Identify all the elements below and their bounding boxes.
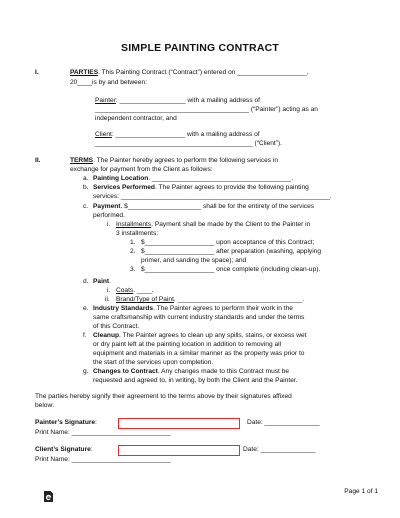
installment-2-mark: 2. [130, 248, 136, 255]
parties-line-2: 20____is by and between: [70, 79, 147, 86]
page-title: SIMPLE PAINTING CONTRACT [120, 42, 280, 54]
painter-label: Painter [95, 97, 116, 104]
client-print-name[interactable]: Print Name: ___________________________ [35, 456, 171, 463]
item-e-line-2: same craftsmanship with current industry standards and under the terms [93, 314, 305, 321]
installments-label: Installments [116, 221, 152, 228]
parties-text-1: . This Painting Contract (“Contract”) entered on ___________________, [98, 69, 309, 76]
brand-label: Brand/Type of Paint [116, 296, 174, 303]
item-d-i [116, 287, 153, 296]
item-c-i-mark: i. [107, 221, 111, 228]
item-g-text: . Any changes made to this Contract must be [157, 368, 290, 375]
item-g-label: Changes to Contract [93, 368, 158, 375]
item-d [93, 278, 111, 287]
client-label: Client [95, 131, 112, 138]
item-f-line-4: the start of the services upon completion. [93, 359, 214, 366]
parties-heading: PARTIES [70, 69, 99, 76]
installment-3-mark: 3. [130, 266, 136, 273]
coats-text: . ____. [133, 287, 154, 294]
page-number: Page 1 of 1 [344, 488, 378, 495]
item-c [93, 203, 314, 212]
parties-line-1 [70, 69, 309, 78]
item-a-text: . ______________________________________. [148, 175, 294, 182]
eforms-logo-icon [44, 491, 53, 502]
installment-1-mark: 1. [130, 239, 136, 246]
painter-print-name[interactable]: Print Name: ___________________________ [35, 429, 171, 436]
installments-text: . Payment shall be made by the Client to the Painter in [151, 221, 311, 228]
painter-line-2: __________________________________________ (“Painter”) acting as an [95, 106, 318, 113]
installment-2-line-2: primer, and sanding the space); and [141, 257, 247, 264]
painter-signature-field[interactable] [118, 418, 240, 429]
painter-date[interactable]: Date: _______________ [247, 419, 320, 426]
item-c-line-2: performed. [93, 212, 125, 219]
closing-line-1: The parties hereby signify their agreement to the terms above by their signatures affixed [35, 393, 292, 400]
client-line-1 [95, 131, 260, 140]
painter-line-1 [95, 97, 260, 106]
item-e-line-3: of this Contract. [93, 323, 140, 330]
painter-signature-colon: : [95, 419, 97, 426]
item-d-ii-mark: ii. [105, 296, 110, 303]
terms-intro-2: exchange for payment from the Client as follows: [70, 166, 213, 173]
coats-label: Coats [116, 287, 134, 294]
client-line-2: ___________________________________________ (“Client”). [95, 140, 282, 147]
client-signature-colon: : [90, 446, 93, 453]
item-f-line-2: or dry paint left at the painting location in addition to removing all [93, 341, 282, 348]
terms-intro-1 [70, 157, 278, 166]
installment-1: $___________________ upon acceptance of this Contract; [141, 239, 315, 246]
item-b-line-2: services: _________________________________________________________. [93, 193, 332, 200]
painter-signature-row [35, 419, 97, 428]
item-g-line-2: requested and agreed to, in writing, by both the Client and the Painter. [93, 377, 298, 384]
item-f [93, 332, 307, 341]
item-f-label: Cleanup [93, 332, 120, 339]
item-c-i [116, 221, 310, 230]
item-e-text: . The Painter agrees to perform their work in the [153, 305, 293, 312]
section-number-terms: II. [35, 157, 41, 164]
client-signature-label: Client’s Signature [35, 446, 91, 453]
client-date[interactable]: Date: _______________ [243, 446, 316, 453]
item-a-label: Painting Location [93, 175, 149, 182]
item-d-text: . [109, 278, 111, 285]
item-c-label: Payment [93, 203, 121, 210]
item-e-mark: e. [83, 305, 89, 312]
closing-line-2: below: [35, 402, 55, 409]
installment-3: $___________________ once complete (including clean-up). [141, 266, 321, 273]
item-f-line-3: equipment and materials in a similar manner as the property was prior to [93, 350, 305, 357]
item-e-label: Industry Standards [93, 305, 154, 312]
item-c-mark: c. [83, 203, 89, 210]
item-d-label: Paint [93, 278, 110, 285]
terms-intro-text: . The Painter hereby agrees to perform the following services in [93, 157, 279, 164]
client-signature-field[interactable] [118, 445, 240, 456]
item-d-ii [116, 296, 304, 305]
item-a-mark: a. [83, 175, 89, 182]
item-b [93, 184, 309, 193]
installment-2: $___________________ after preparation (washing, applying [141, 248, 322, 255]
installments-line-2: 3 installments: [116, 230, 159, 237]
client-signature-row [35, 446, 93, 455]
item-b-label: Services Performed [93, 184, 155, 191]
section-number-parties: I. [35, 69, 39, 76]
item-b-mark: b. [83, 184, 89, 191]
item-f-mark: f. [83, 332, 87, 339]
brand-text: . __________________________________. [173, 296, 305, 303]
item-g [93, 368, 289, 377]
item-f-text: . The Painter agrees to clean up any spills, stains, or excess wet [119, 332, 307, 339]
item-c-text: . $____________________ shall be for the entirety of the services [120, 203, 315, 210]
terms-heading: TERMS [70, 157, 94, 164]
item-d-mark: d. [83, 278, 89, 285]
item-b-text: . The Painter agrees to provide the following painting [154, 184, 309, 191]
item-g-mark: g. [83, 368, 89, 375]
item-e [93, 305, 293, 314]
item-d-i-mark: i. [107, 287, 111, 294]
painter-line-3: independent contractor, and [95, 115, 177, 122]
painter-text-1: : __________________ with a mailing address of [115, 97, 260, 104]
client-text-1: : ___________________ with a mailing address of [111, 131, 260, 138]
painter-signature-label: Painter’s Signature [35, 419, 96, 426]
item-a [93, 175, 293, 184]
